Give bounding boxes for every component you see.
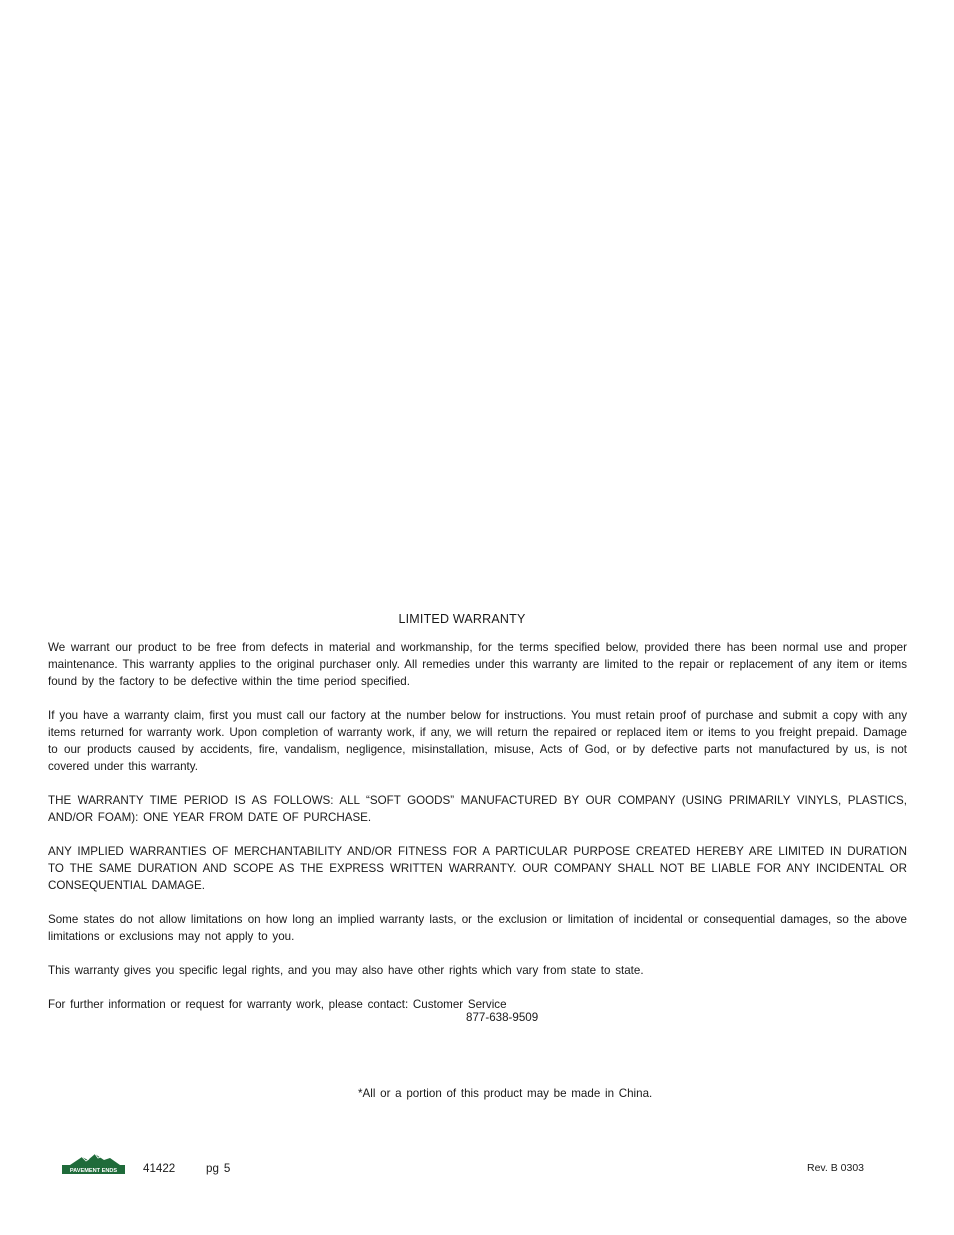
page-label: pg <box>206 1162 219 1175</box>
pavement-ends-logo <box>62 1151 125 1175</box>
revision-label: Rev. B 0303 <box>807 1162 865 1174</box>
customer-service-phone: 877-638-9509 <box>466 1011 539 1024</box>
warranty-paragraph-implied: ANY IMPLIED WARRANTIES OF MERCHANTABILITY AND/OR FITNESS FOR A PARTICULAR PURPOSE CREATED HEREBY ARE LIMITED IN DURATION TO THE SAME DURATION AND SCOPE AS THE EXPRESS WRITTEN WARRANTY. OUR COMPANY SHALL NOT BE LIABLE FOR ANY INCIDENTAL OR CONSEQUENTIAL DAMAGE. <box>48 845 907 892</box>
page-indicator <box>206 1162 230 1175</box>
warranty-title: LIMITED WARRANTY <box>398 612 526 626</box>
warranty-paragraph-contact: For further information or request for warranty work, please contact: Customer Service <box>48 998 507 1011</box>
warranty-paragraph-time-period: THE WARRANTY TIME PERIOD IS AS FOLLOWS: ALL “SOFT GOODS” MANUFACTURED BY OUR COMPANY (USING PRIMARILY VINYLS, PLASTICS, AND/OR FOAM): ONE YEAR FROM DATE OF PURCHASE. <box>48 794 907 824</box>
warranty-body <box>48 639 907 1013</box>
warranty-paragraph-claims: If you have a warranty claim, first you must call our factory at the number below for instructions. You must retain proof of purchase and submit a copy with any items returned for warranty work. Upon completion of warranty work, if any, we will return the repaired or replaced item or items to you freight prepaid. Damage to our products caused by accidents, fire, vandalism, negligence, misinstallation, misuse, Acts of God, or by defective parts not manufactured by us, is not covered under this warranty. <box>48 709 907 773</box>
part-number: 41422 <box>143 1162 176 1175</box>
country-of-origin-note: *All or a portion of this product may be made in China. <box>358 1087 653 1100</box>
logo-text: PAVEMENT ENDS <box>69 1168 118 1174</box>
warranty-paragraph-legal-rights: This warranty gives you specific legal rights, and you may also have other rights which vary from state to state. <box>48 964 644 977</box>
warranty-paragraph-state-limits: Some states do not allow limitations on how long an implied warranty lasts, or the exclusion or limitation of incidental or consequential damages, so the above limitations or exclusions may not apply to you. <box>48 913 907 943</box>
warranty-paragraph-coverage: We warrant our product to be free from defects in material and workmanship, for the terms specified below, provided there has been normal use and proper maintenance. This warranty applies to the original purchaser only. All remedies under this warranty are limited to the repair or replacement of any item or items found by the factory to be defective within the time period specified. <box>48 641 907 688</box>
page-number: 5 <box>223 1162 231 1175</box>
